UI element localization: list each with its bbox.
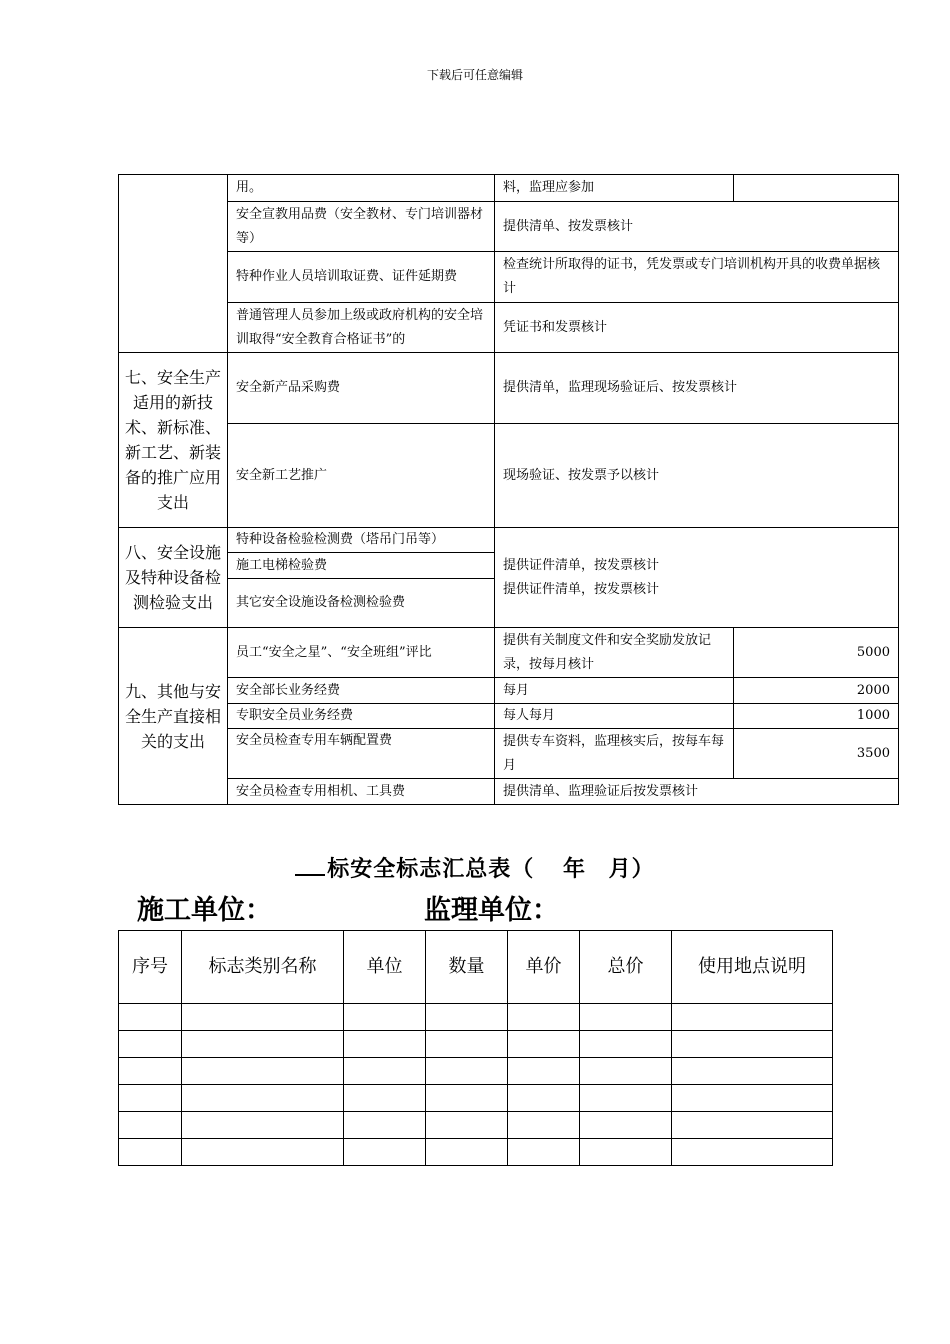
empty-cell <box>580 1139 672 1166</box>
empty-cell <box>580 1031 672 1058</box>
empty-cell <box>426 1139 508 1166</box>
table-row <box>119 353 899 424</box>
table-row <box>119 1058 833 1085</box>
table-row <box>119 1085 833 1112</box>
header-cell: 单价 <box>508 931 580 1004</box>
item-cell: 安全宣教用品费（安全教材、专门培训器材等） <box>228 202 495 252</box>
title-blank-line <box>295 856 325 876</box>
table-row <box>119 704 899 729</box>
item-cell: 其它安全设施设备检测检验费 <box>228 579 495 628</box>
empty-cell <box>672 1139 833 1166</box>
item-cell: 安全新工艺推广 <box>228 424 495 528</box>
empty-cell <box>182 1058 344 1085</box>
empty-cell <box>672 1004 833 1031</box>
table-row <box>119 729 899 779</box>
empty-cell <box>344 1058 426 1085</box>
empty-cell <box>580 1058 672 1085</box>
empty-cell <box>182 1112 344 1139</box>
header-cell: 数量 <box>426 931 508 1004</box>
method-cell: 提供有关制度文件和安全奖励发放记录，按每月核计 <box>495 628 734 678</box>
empty-cell <box>426 1112 508 1139</box>
method-cell: 提供清单、按发票核计 <box>495 202 899 252</box>
method-cell: 提供清单，监理现场验证后、按发票核计 <box>495 353 899 424</box>
header-cell: 标志类别名称 <box>182 931 344 1004</box>
empty-cell <box>508 1085 580 1112</box>
empty-cell <box>182 1085 344 1112</box>
empty-cell <box>580 1004 672 1031</box>
empty-cell <box>344 1031 426 1058</box>
amount-cell: 3500 <box>734 729 899 779</box>
method-cell <box>495 528 899 628</box>
empty-cell <box>344 1004 426 1031</box>
table-row <box>119 202 899 252</box>
empty-cell <box>672 1112 833 1139</box>
table-row <box>119 1112 833 1139</box>
method-cell: 料，监理应参加 <box>495 175 734 202</box>
empty-cell <box>119 1031 182 1058</box>
method-cell: 提供专车资料，监理核实后，按每车每月 <box>495 729 734 779</box>
sign-summary-table <box>118 930 833 1166</box>
empty-cell <box>580 1085 672 1112</box>
empty-cell <box>508 1139 580 1166</box>
empty-cell <box>182 1031 344 1058</box>
header-cell: 使用地点说明 <box>672 931 833 1004</box>
expense-table <box>118 174 899 805</box>
table-header-row <box>119 931 833 1004</box>
empty-cell <box>426 1031 508 1058</box>
item-cell: 安全新产品采购费 <box>228 353 495 424</box>
item-cell: 员工“安全之星”、“安全班组”评比 <box>228 628 495 678</box>
empty-cell <box>119 1139 182 1166</box>
empty-cell <box>426 1085 508 1112</box>
table-row <box>119 528 899 553</box>
amount-cell: 1000 <box>734 704 899 729</box>
header-cell: 总价 <box>580 931 672 1004</box>
method-cell: 提供清单、监理验证后按发票核计 <box>495 779 899 805</box>
item-cell: 安全员检查专用相机、工具费 <box>228 779 495 805</box>
summary-title <box>0 852 950 883</box>
empty-cell <box>119 1004 182 1031</box>
table-row <box>119 424 899 528</box>
empty-cell <box>508 1058 580 1085</box>
header-cell: 序号 <box>119 931 182 1004</box>
category-cell-9: 九、其他与安全生产直接相关的支出 <box>119 628 228 805</box>
table-row <box>119 1139 833 1166</box>
empty-cell <box>672 1085 833 1112</box>
method-cell: 检查统计所取得的证书，凭发票或专门培训机构开具的收费单据核计 <box>495 252 899 303</box>
title-year: 年 <box>562 856 586 882</box>
category-cell-empty <box>119 175 228 353</box>
table-row <box>119 628 899 678</box>
category-cell-8: 八、安全设施及特种设备检测检验支出 <box>119 528 228 628</box>
empty-cell <box>119 1058 182 1085</box>
item-cell: 安全部长业务经费 <box>228 678 495 704</box>
method-cell: 每人每月 <box>495 704 734 729</box>
empty-cell <box>672 1031 833 1058</box>
item-cell: 安全员检查专用车辆配置费 <box>228 729 495 779</box>
item-cell: 施工电梯检验费 <box>228 553 495 579</box>
empty-cell <box>182 1004 344 1031</box>
empty-cell <box>119 1112 182 1139</box>
table-row <box>119 1031 833 1058</box>
empty-cell <box>426 1004 508 1031</box>
amount-cell: 5000 <box>734 628 899 678</box>
method-line: 提供证件清单，按发票核计 <box>503 581 660 597</box>
empty-cell <box>344 1139 426 1166</box>
method-cell: 凭证书和发票核计 <box>495 303 899 353</box>
table-row <box>119 175 899 202</box>
table-row <box>119 779 899 805</box>
title-month: 月） <box>608 856 655 882</box>
table-row <box>119 1004 833 1031</box>
empty-cell <box>508 1004 580 1031</box>
table-row <box>119 252 899 303</box>
item-cell: 普通管理人员参加上级或政府机构的安全培训取得“安全教育合格证书”的 <box>228 303 495 353</box>
header-note: 下载后可任意编辑 <box>426 68 523 82</box>
empty-cell <box>344 1112 426 1139</box>
method-cell: 现场验证、按发票予以核计 <box>495 424 899 528</box>
table-row <box>119 303 899 353</box>
item-cell: 专职安全员业务经费 <box>228 704 495 729</box>
supervision-unit-label: 监理单位： <box>424 895 559 926</box>
empty-cell <box>182 1139 344 1166</box>
amount-cell <box>734 175 899 202</box>
construction-unit-label: 施工单位： <box>137 895 272 926</box>
table-row <box>119 678 899 704</box>
empty-cell <box>426 1058 508 1085</box>
method-cell: 每月 <box>495 678 734 704</box>
empty-cell <box>580 1112 672 1139</box>
header-cell: 单位 <box>344 931 426 1004</box>
empty-cell <box>344 1085 426 1112</box>
title-main: 标安全标志汇总表（ <box>327 856 535 882</box>
empty-cell <box>508 1112 580 1139</box>
category-cell-7: 七、安全生产适用的新技术、新标准、新工艺、新装备的推广应用支出 <box>119 353 228 528</box>
empty-cell <box>119 1085 182 1112</box>
method-line: 提供证件清单，按发票核计 <box>503 557 660 573</box>
amount-cell: 2000 <box>734 678 899 704</box>
empty-cell <box>508 1031 580 1058</box>
empty-cell <box>672 1058 833 1085</box>
item-cell: 用。 <box>228 175 495 202</box>
item-cell: 特种设备检验检测费（塔吊门吊等） <box>228 528 495 553</box>
item-cell: 特种作业人员培训取证费、证件延期费 <box>228 252 495 303</box>
